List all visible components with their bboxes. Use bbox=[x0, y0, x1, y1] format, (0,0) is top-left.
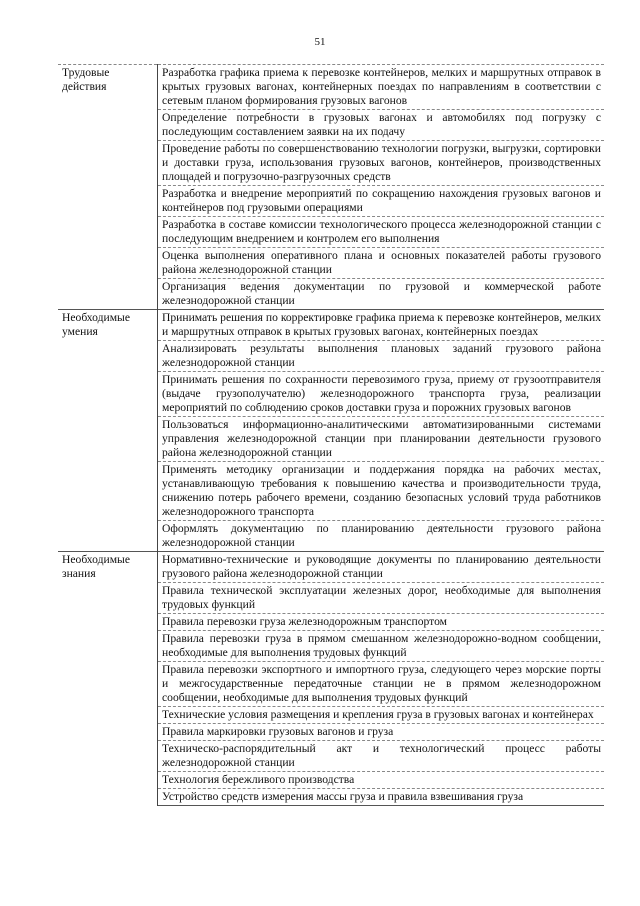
section-item: Правила перевозки груза в прямом смешанном железнодорожно-водном сообщении, необходимые для выполнения трудовых функций bbox=[158, 631, 605, 662]
table-row bbox=[58, 65, 604, 110]
section-item: Анализировать результаты выполнения плановых заданий грузового района железнодорожной станции bbox=[158, 341, 605, 372]
section-item: Пользоваться информационно-аналитическими автоматизированными системами управления железнодорожной станции при планировании деятельности грузового района железнодорожной станции bbox=[158, 417, 605, 462]
section-item: Проведение работы по совершенствованию технологии погрузки, выгрузки, сортировки и доставки груза, использования грузовых вагонов, контейнеров, производственных площадей и погрузочно-разгрузочных средств bbox=[158, 141, 605, 186]
section-item: Технические условия размещения и крепления груза в грузовых вагонах и контейнерах bbox=[158, 707, 605, 724]
section-item: Принимать решения по сохранности перевозимого груза, приему от грузоотправителя (выдаче грузополучателю) железнодорожного транспорта груза, реализации мероприятий по соблюдению сроков доставки груза и порожних грузовых вагонов bbox=[158, 372, 605, 417]
section-item: Разработка и внедрение мероприятий по сокращению нахождения грузовых вагонов и контейнеров под грузовыми операциями bbox=[158, 186, 605, 217]
table-row bbox=[58, 310, 604, 341]
section-item: Принимать решения по корректировке графика приема к перевозке контейнеров, мелких и маршрутных отправок в крытых грузовых вагонах, контейнерных поездах bbox=[158, 310, 605, 341]
section-item: Правила перевозки груза железнодорожным транспортом bbox=[158, 614, 605, 631]
page-number: 51 bbox=[314, 36, 326, 48]
section-item: Применять методику организации и поддержания порядка на рабочих местах, устанавливающую требования к повышению качества и производительности труда, снижению потерь рабочего времени, созданию безопасных условий труда работников железнодорожного транспорта bbox=[158, 462, 605, 521]
section-item: Устройство средств измерения массы груза и правила взвешивания груза bbox=[158, 789, 605, 806]
section-item: Техническо-распорядительный акт и технологический процесс работы железнодорожной станции bbox=[158, 741, 605, 772]
section-item: Организация ведения документации по грузовой и коммерческой работе железнодорожной станции bbox=[158, 279, 605, 310]
requirements-table bbox=[58, 64, 604, 806]
section-item: Нормативно-технические и руководящие документы по планированию деятельности грузового района железнодорожной станции bbox=[158, 552, 605, 583]
section-category: Необходимые умения bbox=[58, 310, 158, 552]
section-item: Оценка выполнения оперативного плана и основных показателей работы грузового района железнодорожной станции bbox=[158, 248, 605, 279]
section-item: Оформлять документацию по планированию деятельности грузового района железнодорожной станции bbox=[158, 521, 605, 552]
section-item: Правила перевозки экспортного и импортного груза, следующего через морские порты и межгосударственные передаточные станции не в прямом железнодорожном сообщении, необходимые для выполнения трудовых функций bbox=[158, 662, 605, 707]
section-item: Разработка графика приема к перевозке контейнеров, мелких и маршрутных отправок в крытых грузовых вагонах, контейнерных поездах по направлениям в соответствии с сетевым планом формирования грузовых вагонов bbox=[158, 65, 605, 110]
requirements-table-body bbox=[58, 65, 604, 806]
section-item: Правила маркировки грузовых вагонов и груза bbox=[158, 724, 605, 741]
table-row bbox=[58, 552, 604, 583]
section-item: Технология бережливого производства bbox=[158, 772, 605, 789]
section-category: Необходимые знания bbox=[58, 552, 158, 806]
section-item: Определение потребности в грузовых вагонах и автомобилях под погрузку с последующим составлением заявки на их подачу bbox=[158, 110, 605, 141]
section-item: Правила технической эксплуатации железных дорог, необходимые для выполнения трудовых функций bbox=[158, 583, 605, 614]
section-item: Разработка в составе комиссии технологического процесса железнодорожной станции с последующим внедрением и контролем его выполнения bbox=[158, 217, 605, 248]
section-category: Трудовые действия bbox=[58, 65, 158, 310]
